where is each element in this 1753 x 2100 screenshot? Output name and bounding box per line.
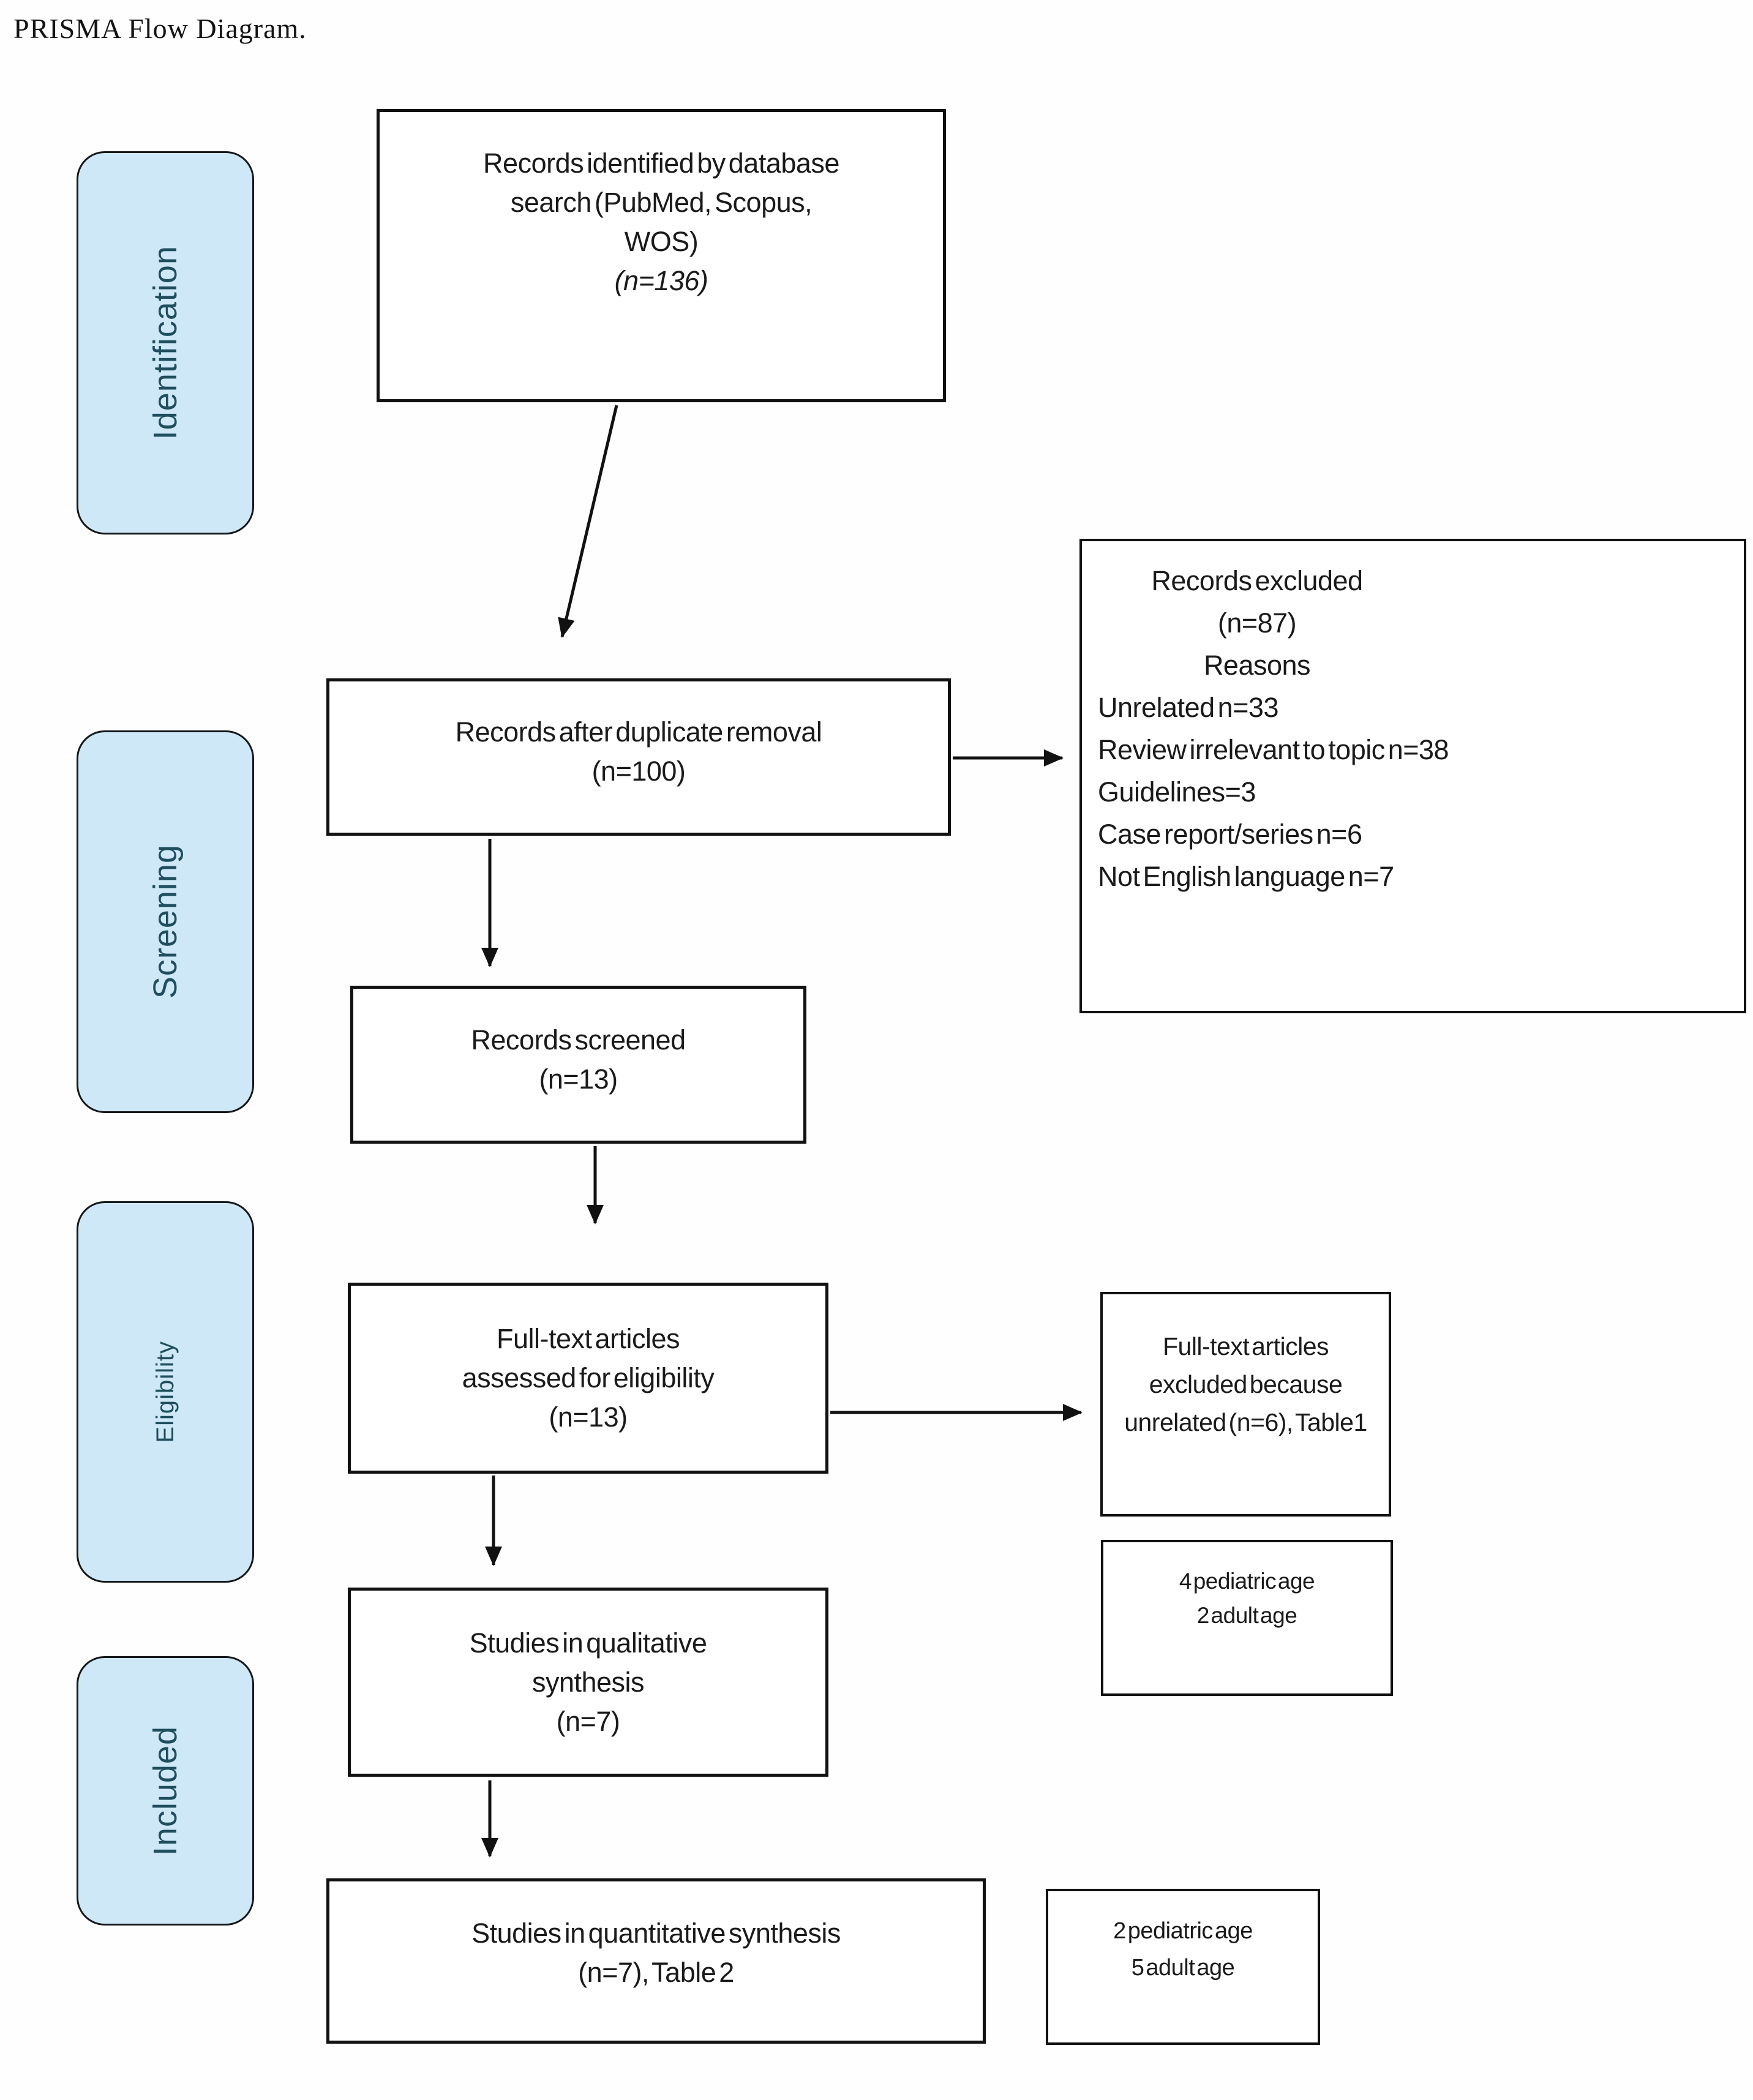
node-text-line: Studies in qualitative — [469, 1627, 707, 1659]
stage-label-included-text: Included — [147, 1725, 184, 1856]
arrow-identified-to-dedup — [562, 405, 617, 637]
node-text-line: assessed for eligibility — [462, 1362, 715, 1393]
node-count: (n=13) — [539, 1063, 618, 1095]
stage-label-eligibility-text: Eligibility — [151, 1341, 179, 1443]
node-text-line: Reasons — [1203, 650, 1311, 681]
stage-label-screening — [77, 730, 254, 1113]
node-records-identified — [377, 109, 946, 402]
node-text-line: 2 adult age — [1196, 1602, 1297, 1628]
exclusion-reason: Not English language n=7 — [1098, 861, 1394, 892]
node-count: (n=136) — [614, 265, 708, 296]
node-text-line: unrelated (n=6), Table1 — [1124, 1408, 1367, 1436]
exclusion-reason: Guidelines=3 — [1098, 776, 1256, 808]
node-count: (n=13) — [549, 1401, 628, 1433]
node-qualitative-synthesis — [348, 1588, 828, 1777]
node-text-line: Records excluded — [1151, 565, 1363, 596]
node-fulltext-excluded — [1100, 1292, 1391, 1517]
stage-label-identification — [77, 151, 254, 534]
exclusion-reason: Case report/series n=6 — [1098, 819, 1362, 850]
stage-label-included — [77, 1656, 254, 1926]
node-text-line: Full-text articles — [496, 1323, 680, 1354]
exclusion-reason: Review irrelevant to topic n=38 — [1098, 734, 1449, 765]
node-age-breakdown-included — [1046, 1889, 1320, 2045]
node-text-line: Records after duplicate removal — [455, 716, 822, 748]
stage-label-eligibility — [77, 1201, 254, 1583]
node-text-line: WOS) — [624, 226, 699, 257]
node-count: (n=7) — [556, 1705, 620, 1737]
node-text-line: 2 pediatric age — [1113, 1918, 1253, 1944]
node-text-line: (n=7), Table 2 — [578, 1957, 734, 1988]
diagram-title: PRISMA Flow Diagram. — [13, 13, 307, 44]
node-records-excluded — [1079, 539, 1746, 1013]
node-duplicate-removal — [326, 678, 951, 836]
node-records-screened — [350, 986, 806, 1144]
records-excluded-content — [1098, 560, 1449, 898]
node-text-line: Full-text articles — [1162, 1332, 1329, 1360]
node-age-breakdown-eligibility — [1101, 1540, 1393, 1696]
node-text-line: synthesis — [531, 1666, 645, 1698]
node-text-line: 5 adult age — [1131, 1954, 1235, 1981]
node-count: (n=87) — [1217, 607, 1297, 639]
node-text-line: Studies in quantitative synthesis — [471, 1918, 841, 1949]
stage-label-screening-text: Screening — [147, 844, 184, 999]
node-text-line: excluded because — [1149, 1370, 1343, 1398]
node-quantitative-synthesis — [326, 1878, 986, 2044]
node-text-line: 4 pediatric age — [1179, 1568, 1315, 1594]
exclusion-reason: Unrelated n=33 — [1098, 692, 1278, 723]
node-text-line: Records identified by database — [483, 148, 839, 179]
node-fulltext-assessed — [348, 1283, 828, 1474]
node-text-line: search (PubMed, Scopus, — [510, 187, 813, 218]
node-text-line: Records screened — [471, 1024, 686, 1056]
stage-label-identification-text: Identification — [147, 246, 184, 440]
node-count: (n=100) — [591, 755, 686, 787]
